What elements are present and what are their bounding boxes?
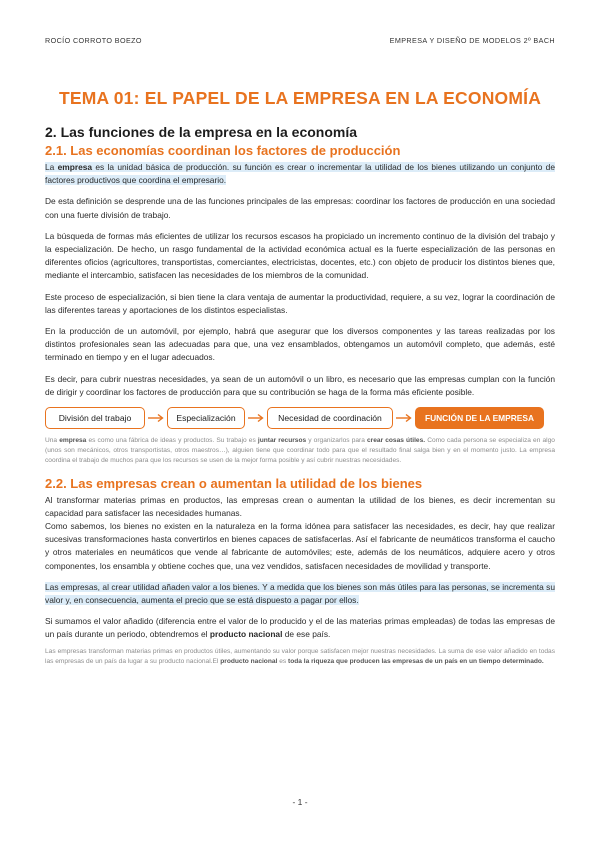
- arrow-right-icon: [393, 413, 415, 423]
- paragraph: Como sabemos, los bienes no existen en la naturaleza en la forma idónea para satisfacer las necesidades, es decir, hay que realizar sucesivas transformaciones hasta convertirlos en bienes capaces de satisfacerlas. Así el fabricante de neumáticos transforma el caucho y otros materiales en neumáticos que vende al fabricante de automóviles; este, además de los neumáticos, adquiere acero y otros componentes, los ensambla y obtiene coches que, una vez vendidos, satisfacen necesidades de movilidad y transporte.: [45, 521, 555, 571]
- page-number: - 1 -: [292, 797, 308, 807]
- arrow-right-icon: [145, 413, 167, 423]
- flow-step-funcion-empresa: FUNCIÓN DE LA EMPRESA: [415, 407, 544, 429]
- header-author: ROCÍO CORROTO BOEZO: [45, 36, 142, 45]
- paragraph: Es decir, para cubrir nuestras necesidades, ya sean de un automóvil o un libro, es necesario que las empresas cumplan con la función de dirigir y coordinar los factores de producción para que su contribución se haga de la forma más eficiente posible.: [45, 373, 555, 397]
- document-title: TEMA 01: EL PAPEL DE LA EMPRESA EN LA ECONOMÍA: [58, 88, 542, 108]
- paragraph: Este proceso de especialización, si bien tiene la clara ventaja de aumentar la productividad, requiere, a su vez, lograr la coordinación de las diferentes tareas y aportaciones de los distintos especialistas.: [45, 291, 555, 315]
- term-empresa: empresa: [57, 162, 93, 172]
- process-flow-diagram: [45, 405, 555, 431]
- paragraph: Si sumamos el valor añadido (diferencia entre el valor de lo producido y el de las materias primas empleadas) de todas las empresas de un país durante un periodo, obtendremos el producto nacional de ese país.: [45, 616, 555, 640]
- term-producto-nacional: producto nacional: [209, 629, 283, 640]
- highlight: Las empresas, al crear utilidad añaden valor a los bienes. Y a medida que los bienes son más útiles para las personas, se incrementa su valor y, en consecuencia, aumenta el precio que se está dispuesto a pagar por ellos.: [45, 581, 555, 606]
- flow-step-necesidad-coordinacion: Necesidad de coordinación: [267, 407, 393, 429]
- paragraph: De esta definición se desprende una de las funciones principales de las empresas: coordinar los factores de producción en una sociedad con una fuerte división de trabajo.: [45, 196, 555, 220]
- page-header: [45, 36, 555, 45]
- subsection-heading-2-1: 2.1. Las economías coordinan los factores de producción: [45, 143, 401, 158]
- flow-step-especializacion: Especialización: [167, 407, 245, 429]
- main-content: [45, 124, 555, 673]
- summary-note: Una empresa es como una fábrica de ideas y productos. Su trabajo es juntar recursos y organizarlos para crear cosas útiles. Como cada persona se especializa en algo (unos son mecánicos, otros transportistas, otros maestros…), alguien tiene que coordinar todo para que el resultado final salga bien y en el momento justo. La empresa coordina el trabajo de muchos para que los recursos se usen de la mejor forma posible y así cubrir nuestras necesidades.: [45, 437, 555, 465]
- flow-step-division-trabajo: División del trabajo: [45, 407, 145, 429]
- highlight: La empresa es la unidad básica de producción. su función es crear o incrementar la utilidad de los bienes utilizando un conjunto de factores productivos que coordina el empresario.: [45, 162, 555, 186]
- paragraph: La búsqueda de formas más eficientes de utilizar los recursos escasos ha propiciado un incremento continuo de la división del trabajo y la especialización. De hecho, un rasgo fundamental de la actividad económica actual es la fuerte especialización de las personas en diferentes oficios (agricultores, transportistas, comerciantes, electricistas, docentes, etc.) con objeto de producir los distintos bienes que, mediante el intercambio, satisfacen las necesidades de los miembros de la comunidad.: [45, 230, 555, 281]
- summary-note: Las empresas transforman materias primas en productos útiles, aumentando su valor porque satisfacen mejor nuestras necesidades. La suma de ese valor añadido en todas las empresas de un país da lugar a su producto nacional.El producto nacional es toda la riqueza que producen las empresas de un país en un tiempo determinado.: [45, 647, 555, 665]
- paragraph: En la producción de un automóvil, por ejemplo, habrá que asegurar que los diversos componentes y las tareas realizadas por los distintos profesionales sean las adecuadas para que, una vez ensamblados, obtengamos un automóvil completo, que además, esté terminado en tiempo y en el lugar adecuados.: [45, 326, 555, 363]
- paragraph-highlighted: [45, 581, 555, 607]
- header-course: EMPRESA Y DISEÑO DE MODELOS 2º BACH: [389, 36, 555, 45]
- paragraph: Al transformar materias primas en productos, las empresas crean o aumentan la utilidad de los bienes, es decir incrementan su capacidad para satisfacer las necesidades humanas.: [45, 494, 555, 518]
- paragraph-definition: [45, 161, 555, 187]
- section-heading: 2. Las funciones de la empresa en la economía: [45, 124, 358, 140]
- arrow-right-icon: [245, 413, 267, 423]
- subsection-heading-2-2: 2.2. Las empresas crean o aumentan la utilidad de los bienes: [45, 475, 423, 491]
